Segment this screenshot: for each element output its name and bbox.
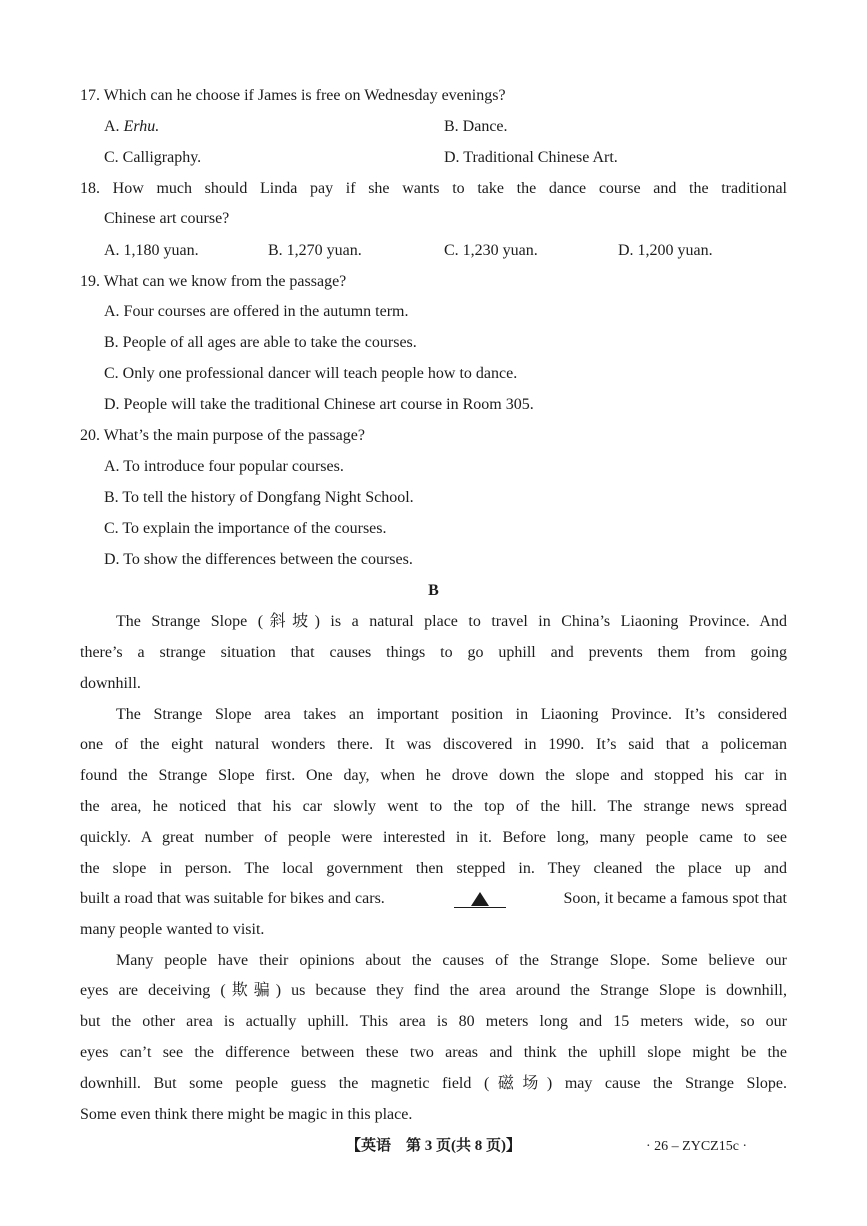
paragraph-3-line: Many people have their opinions about the causes of the Strange Slope. Some believe our <box>116 952 787 969</box>
paragraph-3-line: but the other area is actually uphill. This area is 80 meters long and 15 meters wide, so our <box>80 1013 787 1030</box>
question-20-option-d: D. To show the differences between the courses. <box>104 551 413 568</box>
question-18-option-b: B. 1,270 yuan. <box>268 242 362 259</box>
section-b-heading: B <box>428 582 439 599</box>
paragraph-1-line: downhill. <box>80 675 141 692</box>
question-19-option-d: D. People will take the traditional Chinese art course in Room 305. <box>104 396 534 413</box>
question-19-stem: 19. What can we know from the passage? <box>80 273 347 290</box>
triangle-marker-icon <box>471 892 489 906</box>
paragraph-2-line: The Strange Slope area takes an important position in Liaoning Province. It’s considered <box>116 706 787 723</box>
question-20-option-b: B. To tell the history of Dongfang Night School. <box>104 489 414 506</box>
paragraph-2-line: found the Strange Slope first. One day, when he drove down the slope and stopped his car in <box>80 767 787 784</box>
paragraph-3-line: eyes can’t see the difference between these two areas and think the uphill slope might be the <box>80 1044 787 1061</box>
question-18-option-d: D. 1,200 yuan. <box>618 242 713 259</box>
question-20-option-c: C. To explain the importance of the courses. <box>104 520 387 537</box>
paragraph-3-line: eyes are deceiving (欺骗) us because they find the area around the Strange Slope is downhill, <box>80 982 787 999</box>
question-17-stem: 17. Which can he choose if James is free on Wednesday evenings? <box>80 87 506 104</box>
question-18-option-a: A. 1,180 yuan. <box>104 242 199 259</box>
question-18-stem-line-2: Chinese art course? <box>104 210 230 227</box>
question-17-option-b: B. Dance. <box>444 118 508 135</box>
question-19-option-c: C. Only one professional dancer will teach people how to dance. <box>104 365 518 382</box>
question-18-stem-line-1: 18. How much should Linda pay if she wants to take the dance course and the traditional <box>80 180 787 197</box>
page-footer-code: · 26 – ZYCZ15c · <box>646 1139 748 1154</box>
question-19-option-a: A. Four courses are offered in the autumn term. <box>104 303 409 320</box>
paragraph-1-line: The Strange Slope (斜坡) is a natural place to travel in China’s Liaoning Province. And <box>116 613 787 630</box>
paragraph-2-line: the area, he noticed that his car slowly went to the top of the hill. The strange news spread <box>80 798 787 815</box>
paragraph-3-line: downhill. But some people guess the magnetic field (磁场) may cause the Strange Slope. <box>80 1075 787 1092</box>
paragraph-2-line: Soon, it became a famous spot that <box>563 890 787 907</box>
question-17-option-c: C. Calligraphy. <box>104 149 202 166</box>
question-19-option-b: B. People of all ages are able to take the courses. <box>104 334 417 351</box>
question-17-option-d: D. Traditional Chinese Art. <box>444 149 618 166</box>
paragraph-2-line: the slope in person. The local government then stepped in. They cleaned the place up and <box>80 860 787 877</box>
question-18-option-c: C. 1,230 yuan. <box>444 242 538 259</box>
paragraph-2-line: one of the eight natural wonders there. It was discovered in 1990. It’s said that a policeman <box>80 736 787 753</box>
question-20-stem: 20. What’s the main purpose of the passage? <box>80 427 365 444</box>
page-footer-label: 【英语 第 3 页(共 8 页)】 <box>346 1138 521 1154</box>
question-20-option-a: A. To introduce four popular courses. <box>104 458 344 475</box>
paragraph-2-line: quickly. A great number of people were interested in it. Before long, many people came to see <box>80 829 787 846</box>
question-17-option-a: A. Erhu. <box>104 118 160 135</box>
paragraph-1-line: there’s a strange situation that causes things to go uphill and prevents them from going <box>80 644 787 661</box>
answer-blank <box>454 889 506 912</box>
paragraph-3-line: Some even think there might be magic in this place. <box>80 1106 413 1123</box>
paragraph-2-line: many people wanted to visit. <box>80 921 265 938</box>
paragraph-2-line: built a road that was suitable for bikes and cars. <box>80 890 385 907</box>
